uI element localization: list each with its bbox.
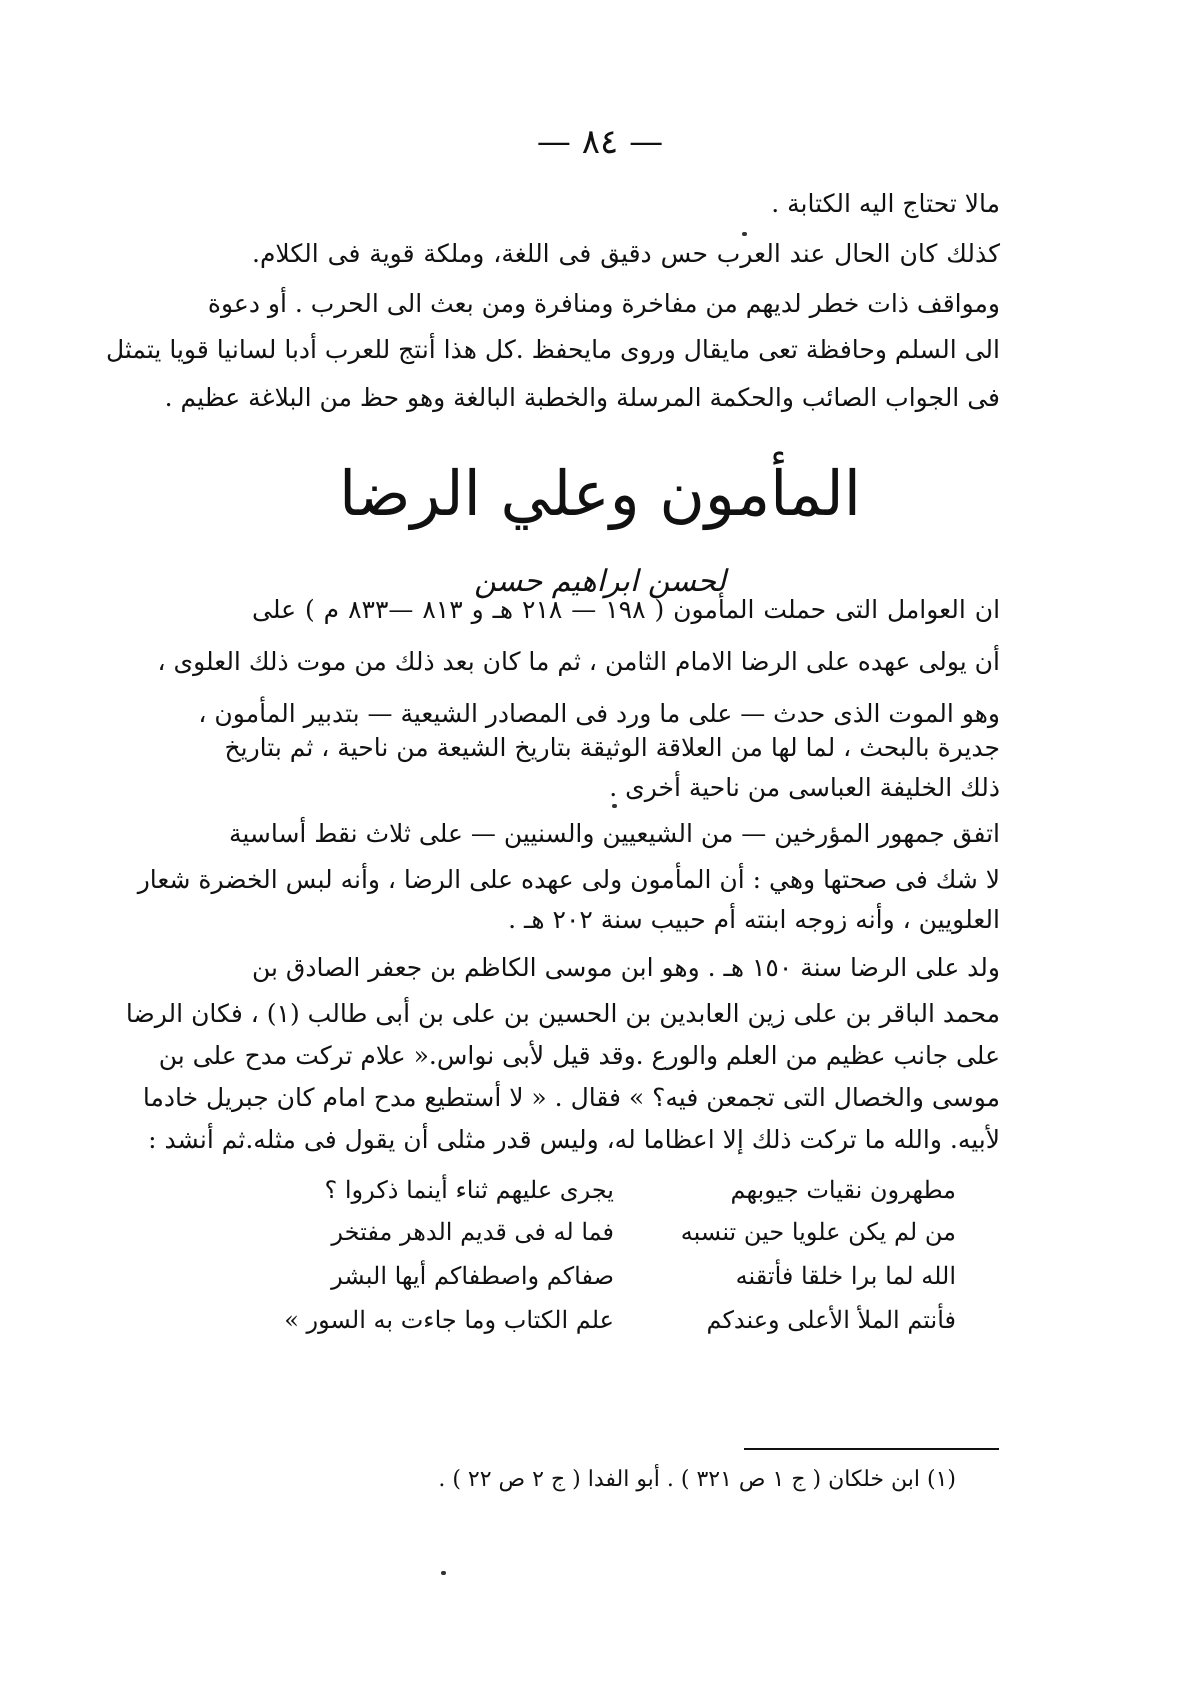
intro-line: فى الجواب الصائب والحكمة المرسلة والخطبة البالغة وهو حظ من البلاغة عظيم . <box>164 383 1000 412</box>
article-title: المأمون وعلي الرضا <box>338 457 862 530</box>
paragraph-line: ولد على الرضا سنة ١٥٠ هـ . وهو ابن موسى الكاظم بن جعفر الصادق بن <box>252 953 1000 982</box>
article-author: لحسن ابراهيم حسن <box>474 564 726 599</box>
verse-hemistich-second: فما له فى قديم الدهر مفتخر <box>331 1218 614 1246</box>
paragraph-line: محمد الباقر بن على زين العابدين بن الحسين بن على بن أبى طالب (١) ، فكان الرضا <box>125 999 1000 1028</box>
footnote-rule <box>744 1448 999 1450</box>
paragraph-line: لا شك فى صحتها وهي : أن المأمون ولى عهده على الرضا ، وأنه لبس الخضرة شعار <box>137 865 1000 894</box>
verse-hemistich-second: علم الكتاب وما جاءت به السور » <box>284 1306 614 1334</box>
paragraph-line: ذلك الخليفة العباسى من ناحية أخرى . <box>609 773 1000 802</box>
intro-line: ومواقف ذات خطر لديهم من مفاخرة ومنافرة ومن بعث الى الحرب . أو دعوة <box>207 289 1000 318</box>
paragraph-line: أن يولى عهده على الرضا الامام الثامن ، ثم ما كان بعد ذلك من موت ذلك العلوى ، <box>157 647 1000 676</box>
verse-hemistich-second: يجرى عليهم ثناء أينما ذكروا ؟ <box>324 1176 614 1204</box>
paragraph-line: على جانب عظيم من العلم والورع .وقد قيل لأبى نواس.« علام تركت مدح على بن <box>158 1041 1000 1070</box>
paragraph-line: ان العوامل التى حملت المأمون ( ١٩٨ — ٢١٨ هـ و ٨١٣ —٨٣٣ م ) على <box>252 595 1001 624</box>
intro-line: مالا تحتاج اليه الكتابة . <box>771 189 1000 218</box>
verse-hemistich-second: صفاكم واصطفاكم أيها البشر <box>331 1262 614 1290</box>
verse-hemistich-first: من لم يكن علويا حين تنسبه <box>680 1218 956 1246</box>
paragraph-line: جديرة بالبحث ، لما لها من العلاقة الوثيقة بتاريخ الشيعة من ناحية ، ثم بتاريخ <box>224 733 1000 762</box>
paragraph-line: اتفق جمهور المؤرخين — من الشيعيين والسنيين — على ثلاث نقط أساسية <box>228 819 1000 848</box>
intro-line: كذلك كان الحال عند العرب حس دقيق فى اللغة، وملكة قوية فى الكلام. <box>252 239 1000 268</box>
paragraph-line: موسى والخصال التى تجمعن فيه؟ » فقال . « لا أستطيع مدح امام كان جبريل خادما <box>142 1083 1000 1112</box>
verse-hemistich-first: فأنتم الملأ الأعلى وعندكم <box>706 1306 956 1334</box>
print-speck <box>742 232 747 236</box>
print-speck <box>441 1571 446 1575</box>
footnote: (١) ابن خلكان ( ج ١ ص ٣٢١ ) . أبو الفدا ( ج ٢ ص ٢٢ ) . <box>438 1467 956 1492</box>
print-speck <box>612 804 617 808</box>
paragraph-line: لأبيه. والله ما تركت ذلك إلا اعظاما له، وليس قدر مثلى أن يقول فى مثله.ثم أنشد : <box>148 1125 1000 1154</box>
verse-hemistich-first: مطهرون نقيات جيوبهم <box>730 1176 956 1204</box>
paragraph-line: وهو الموت الذى حدث — على ما ورد فى المصادر الشيعية — بتدبير المأمون ، <box>198 699 1000 728</box>
page-number: — ٨٤ — <box>536 122 664 162</box>
intro-line: الى السلم وحافظة تعى مايقال وروى مايحفظ .كل هذا أنتج للعرب أدبا لسانيا قويا يتمثل <box>105 335 1000 364</box>
verse-hemistich-first: الله لما برا خلقا فأتقنه <box>735 1262 956 1290</box>
paragraph-line: العلويين ، وأنه زوجه ابنته أم حبيب سنة ٢٠٢ هـ . <box>508 905 1000 934</box>
